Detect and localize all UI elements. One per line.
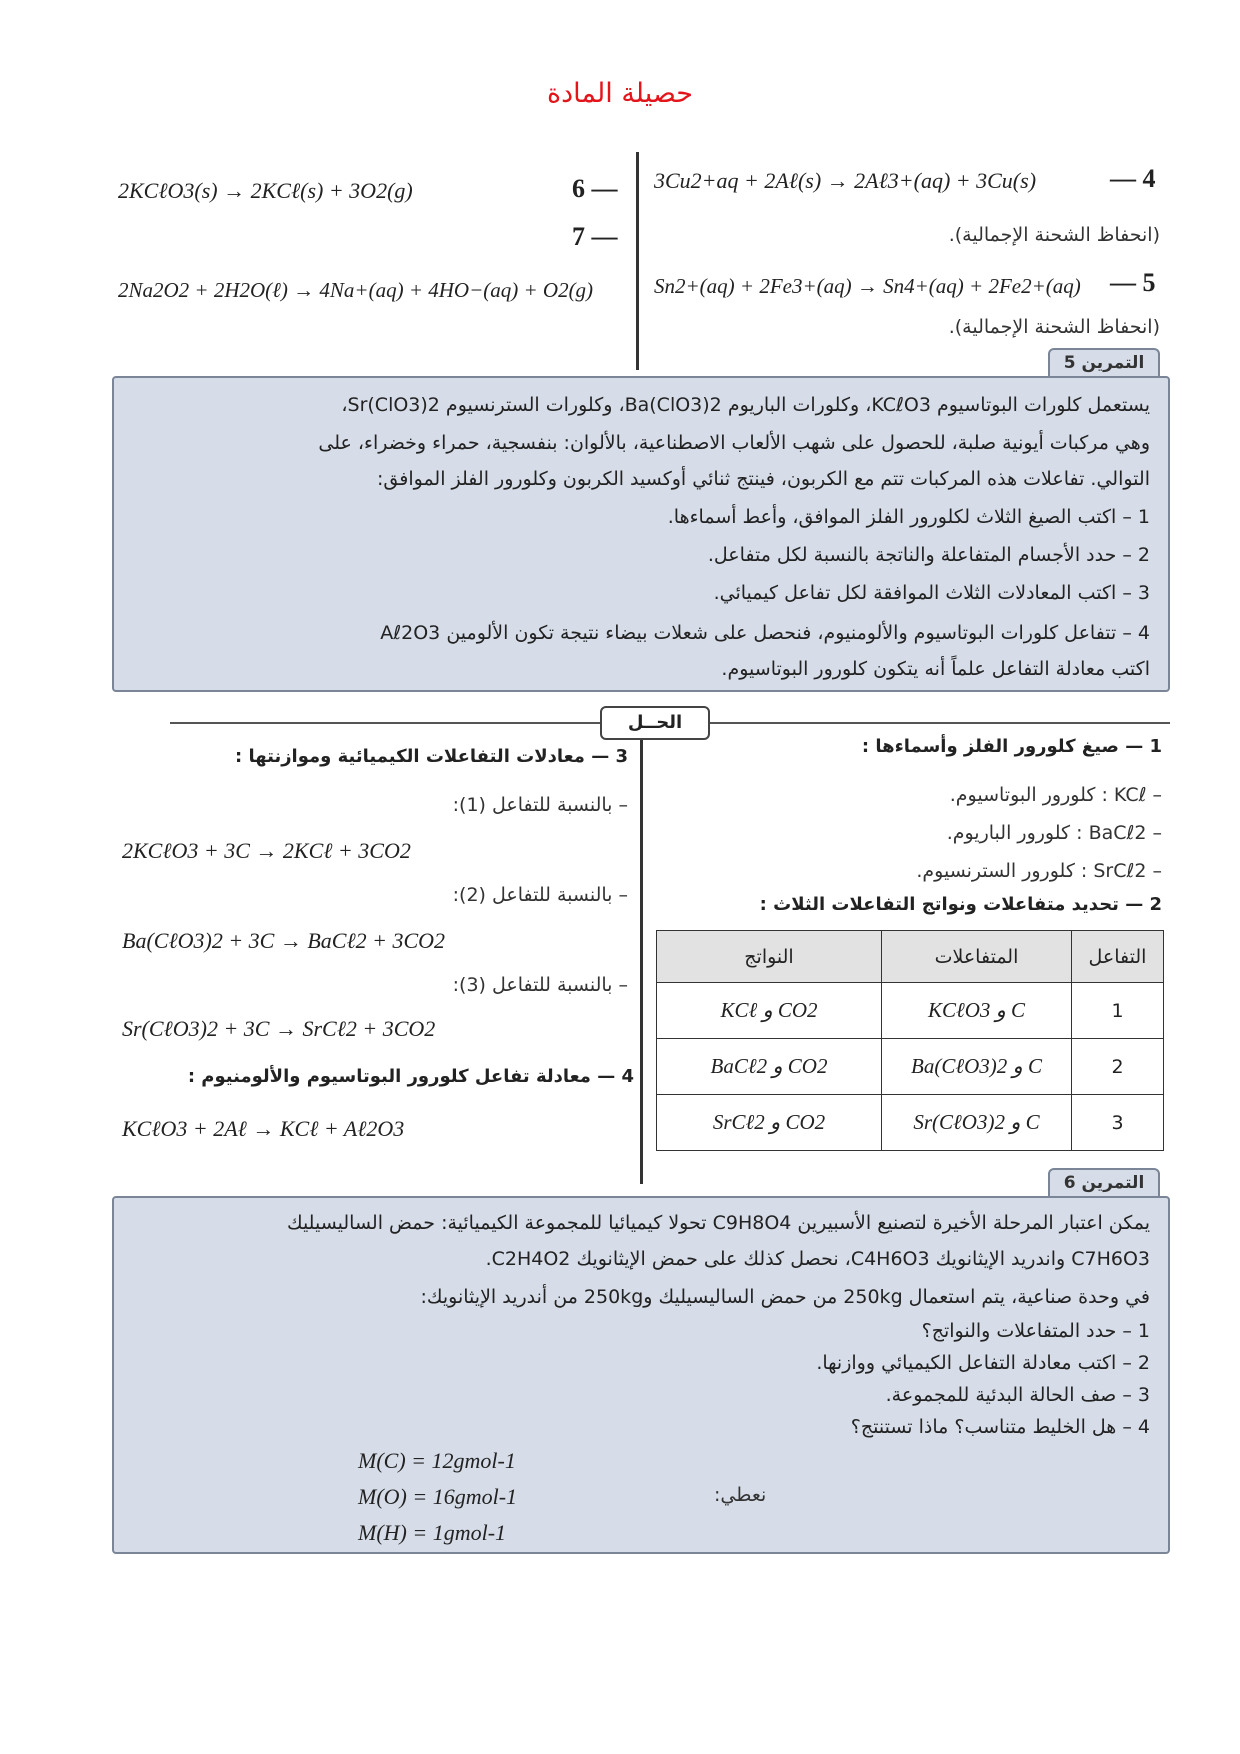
page-title: حصيلة المادة	[547, 78, 693, 109]
s4-heading: 4 — معادلة تفاعل كلورور البوتاسيوم والألومنيوم :	[187, 1066, 634, 1087]
exercise6-question2: 2 – اكتب معادلة التفاعل الكيميائي ووازنها.	[816, 1352, 1150, 1374]
s3-eq-3: Sr(CℓO3)2 + 3C → SrCℓ2 + 3CO2	[122, 1016, 436, 1041]
exercise5-box	[112, 376, 1170, 692]
exercise6-line2: C7H6O3 واندريد الإيثانويك C4H6O3، نحصل كذلك على حمض الإيثانويك C2H4O2.	[485, 1248, 1150, 1270]
eq4: 3Cu2+aq + 2Aℓ(s) → 2Aℓ3+(aq) + 3Cu(s)	[654, 168, 1037, 193]
s3-label-3: – بالنسبة للتفاعل (3):	[452, 974, 628, 996]
exercise6-question3: 3 – صف الحالة البدئية للمجموعة.	[885, 1384, 1150, 1406]
top-divider	[636, 152, 639, 370]
table-cell-reaction: 2	[1072, 1039, 1164, 1095]
s3-eq-1: 2KCℓO3 + 3C → 2KCℓ + 3CO2	[122, 838, 411, 863]
s3-label-2: – بالنسبة للتفاعل (2):	[452, 884, 628, 906]
s2-heading: 2 — تحديد متفاعلات ونواتج التفاعلات الثلاث :	[759, 894, 1162, 915]
exercise6-tab: التمرين 6	[1048, 1168, 1160, 1198]
s1-item-bacl2: – BaCℓ2 : كلورور الباريوم.	[946, 822, 1162, 844]
exercise5-line1: يستعمل كلورات البوتاسيوم KCℓO3، وكلورات الباريوم Ba(ClO3)2، وكلورات السترنسيوم Sr(ClO3)2،	[341, 394, 1150, 416]
table-row	[657, 983, 1164, 1039]
table-cell-reactants: C و Sr(CℓO3)2	[882, 1095, 1072, 1151]
s3-label-1: – بالنسبة للتفاعل (1):	[452, 794, 628, 816]
exercise6-box	[112, 1196, 1170, 1554]
s1-item-srcl2: – SrCℓ2 : كلورور السترنسيوم.	[916, 860, 1162, 882]
exercise6-given-label: نعطي:	[714, 1484, 767, 1506]
solution-divider	[640, 740, 643, 1184]
table-cell-reactants: C و KCℓO3	[882, 983, 1072, 1039]
table-cell-products: CO2 و SrCℓ2	[657, 1095, 882, 1151]
table-header-row	[657, 931, 1164, 983]
s4-eq: KCℓO3 + 2Aℓ → KCℓ + Aℓ2O3	[122, 1116, 405, 1141]
eq4-number: — 4	[1110, 164, 1156, 193]
table-header-products: النواتج	[657, 931, 882, 983]
exercise5-question4a: 4 – تتفاعل كلورات البوتاسيوم والألومنيوم، فنحصل على شعلات بيضاء نتيجة تكون الألومين Aℓ2O3	[380, 622, 1150, 644]
reactions-table	[656, 930, 1164, 1151]
table-row	[657, 1095, 1164, 1151]
molar-mass-c: M(C) = 12gmol-1	[358, 1448, 516, 1473]
exercise6-line3: في وحدة صناعية، يتم استعمال 250kg من حمض الساليسيليك و250kg من أندريد الإيثانويك:	[420, 1286, 1150, 1308]
exercise5-question4b: اكتب معادلة التفاعل علماً أنه يتكون كلورور البوتاسيوم.	[721, 658, 1150, 680]
eq7-number: 7 —	[572, 222, 618, 251]
table-cell-products: CO2 و BaCℓ2	[657, 1039, 882, 1095]
exercise5-question3: 3 – اكتب المعادلات الثلاث الموافقة لكل تفاعل كيميائي.	[713, 582, 1150, 604]
exercise5-line2: وهي مركبات أيونية صلبة، للحصول على شهب الألعاب الاصطناعية، بالألوان: بنفسجية، حمراء وخضراء، على	[318, 432, 1150, 454]
exercise5-tab: التمرين 5	[1048, 348, 1160, 378]
table-row	[657, 1039, 1164, 1095]
table-header-reactants: المتفاعلات	[882, 931, 1072, 983]
s3-heading: 3 — معادلات التفاعلات الكيميائية وموازنتها :	[234, 746, 628, 767]
s1-heading: 1 — صيغ كلورور الفلز وأسماءها :	[861, 736, 1162, 757]
s3-eq-2: Ba(CℓO3)2 + 3C → BaCℓ2 + 3CO2	[122, 928, 446, 953]
table-cell-reaction: 1	[1072, 983, 1164, 1039]
molar-mass-h: M(H) = 1gmol-1	[358, 1520, 507, 1545]
eq6: 2KCℓO3(s) → 2KCℓ(s) + 3O2(g)	[118, 178, 413, 203]
eq4-note: (انحفاظ الشحنة الإجمالية).	[948, 224, 1160, 246]
solution-tab: الحــل	[600, 706, 710, 740]
s1-item-kcl: – KCℓ : كلورور البوتاسيوم.	[949, 784, 1162, 806]
exercise5-question2: 2 – حدد الأجسام المتفاعلة والناتجة بالنسبة لكل متفاعل.	[707, 544, 1150, 566]
exercise6-question4: 4 – هل الخليط متناسب؟ ماذا تستنتج؟	[850, 1416, 1150, 1438]
molar-mass-o: M(O) = 16gmol-1	[358, 1484, 518, 1509]
exercise5-question1: 1 – اكتب الصيغ الثلاث لكلورور الفلز الموافق، وأعط أسماءها.	[667, 506, 1150, 528]
table-cell-products: CO2 و KCℓ	[657, 983, 882, 1039]
exercise6-question1: 1 – حدد المتفاعلات والنواتج؟	[921, 1320, 1150, 1342]
eq6-number: 6 —	[572, 174, 618, 203]
table-cell-reaction: 3	[1072, 1095, 1164, 1151]
eq5-note: (انحفاظ الشحنة الإجمالية).	[948, 316, 1160, 338]
eq5: Sn2+(aq) + 2Fe3+(aq) → Sn4+(aq) + 2Fe2+(aq)	[654, 274, 1081, 298]
eq5-number: — 5	[1110, 268, 1156, 297]
table-cell-reactants: C و Ba(CℓO3)2	[882, 1039, 1072, 1095]
exercise6-line1: يمكن اعتبار المرحلة الأخيرة لتصنيع الأسبيرين C9H8O4 تحولا كيميائيا للمجموعة الكيميائية: حمض الساليسيليك	[286, 1212, 1150, 1234]
table-header-reaction: التفاعل	[1072, 931, 1164, 983]
eq7: 2Na2O2 + 2H2O(ℓ) → 4Na+(aq) + 4HO−(aq) + O2(g)	[118, 278, 594, 302]
exercise5-line3: التوالي. تفاعلات هذه المركبات تتم مع الكربون، فينتج ثنائي أوكسيد الكربون وكلورور الفلز الموافق:	[377, 468, 1150, 490]
